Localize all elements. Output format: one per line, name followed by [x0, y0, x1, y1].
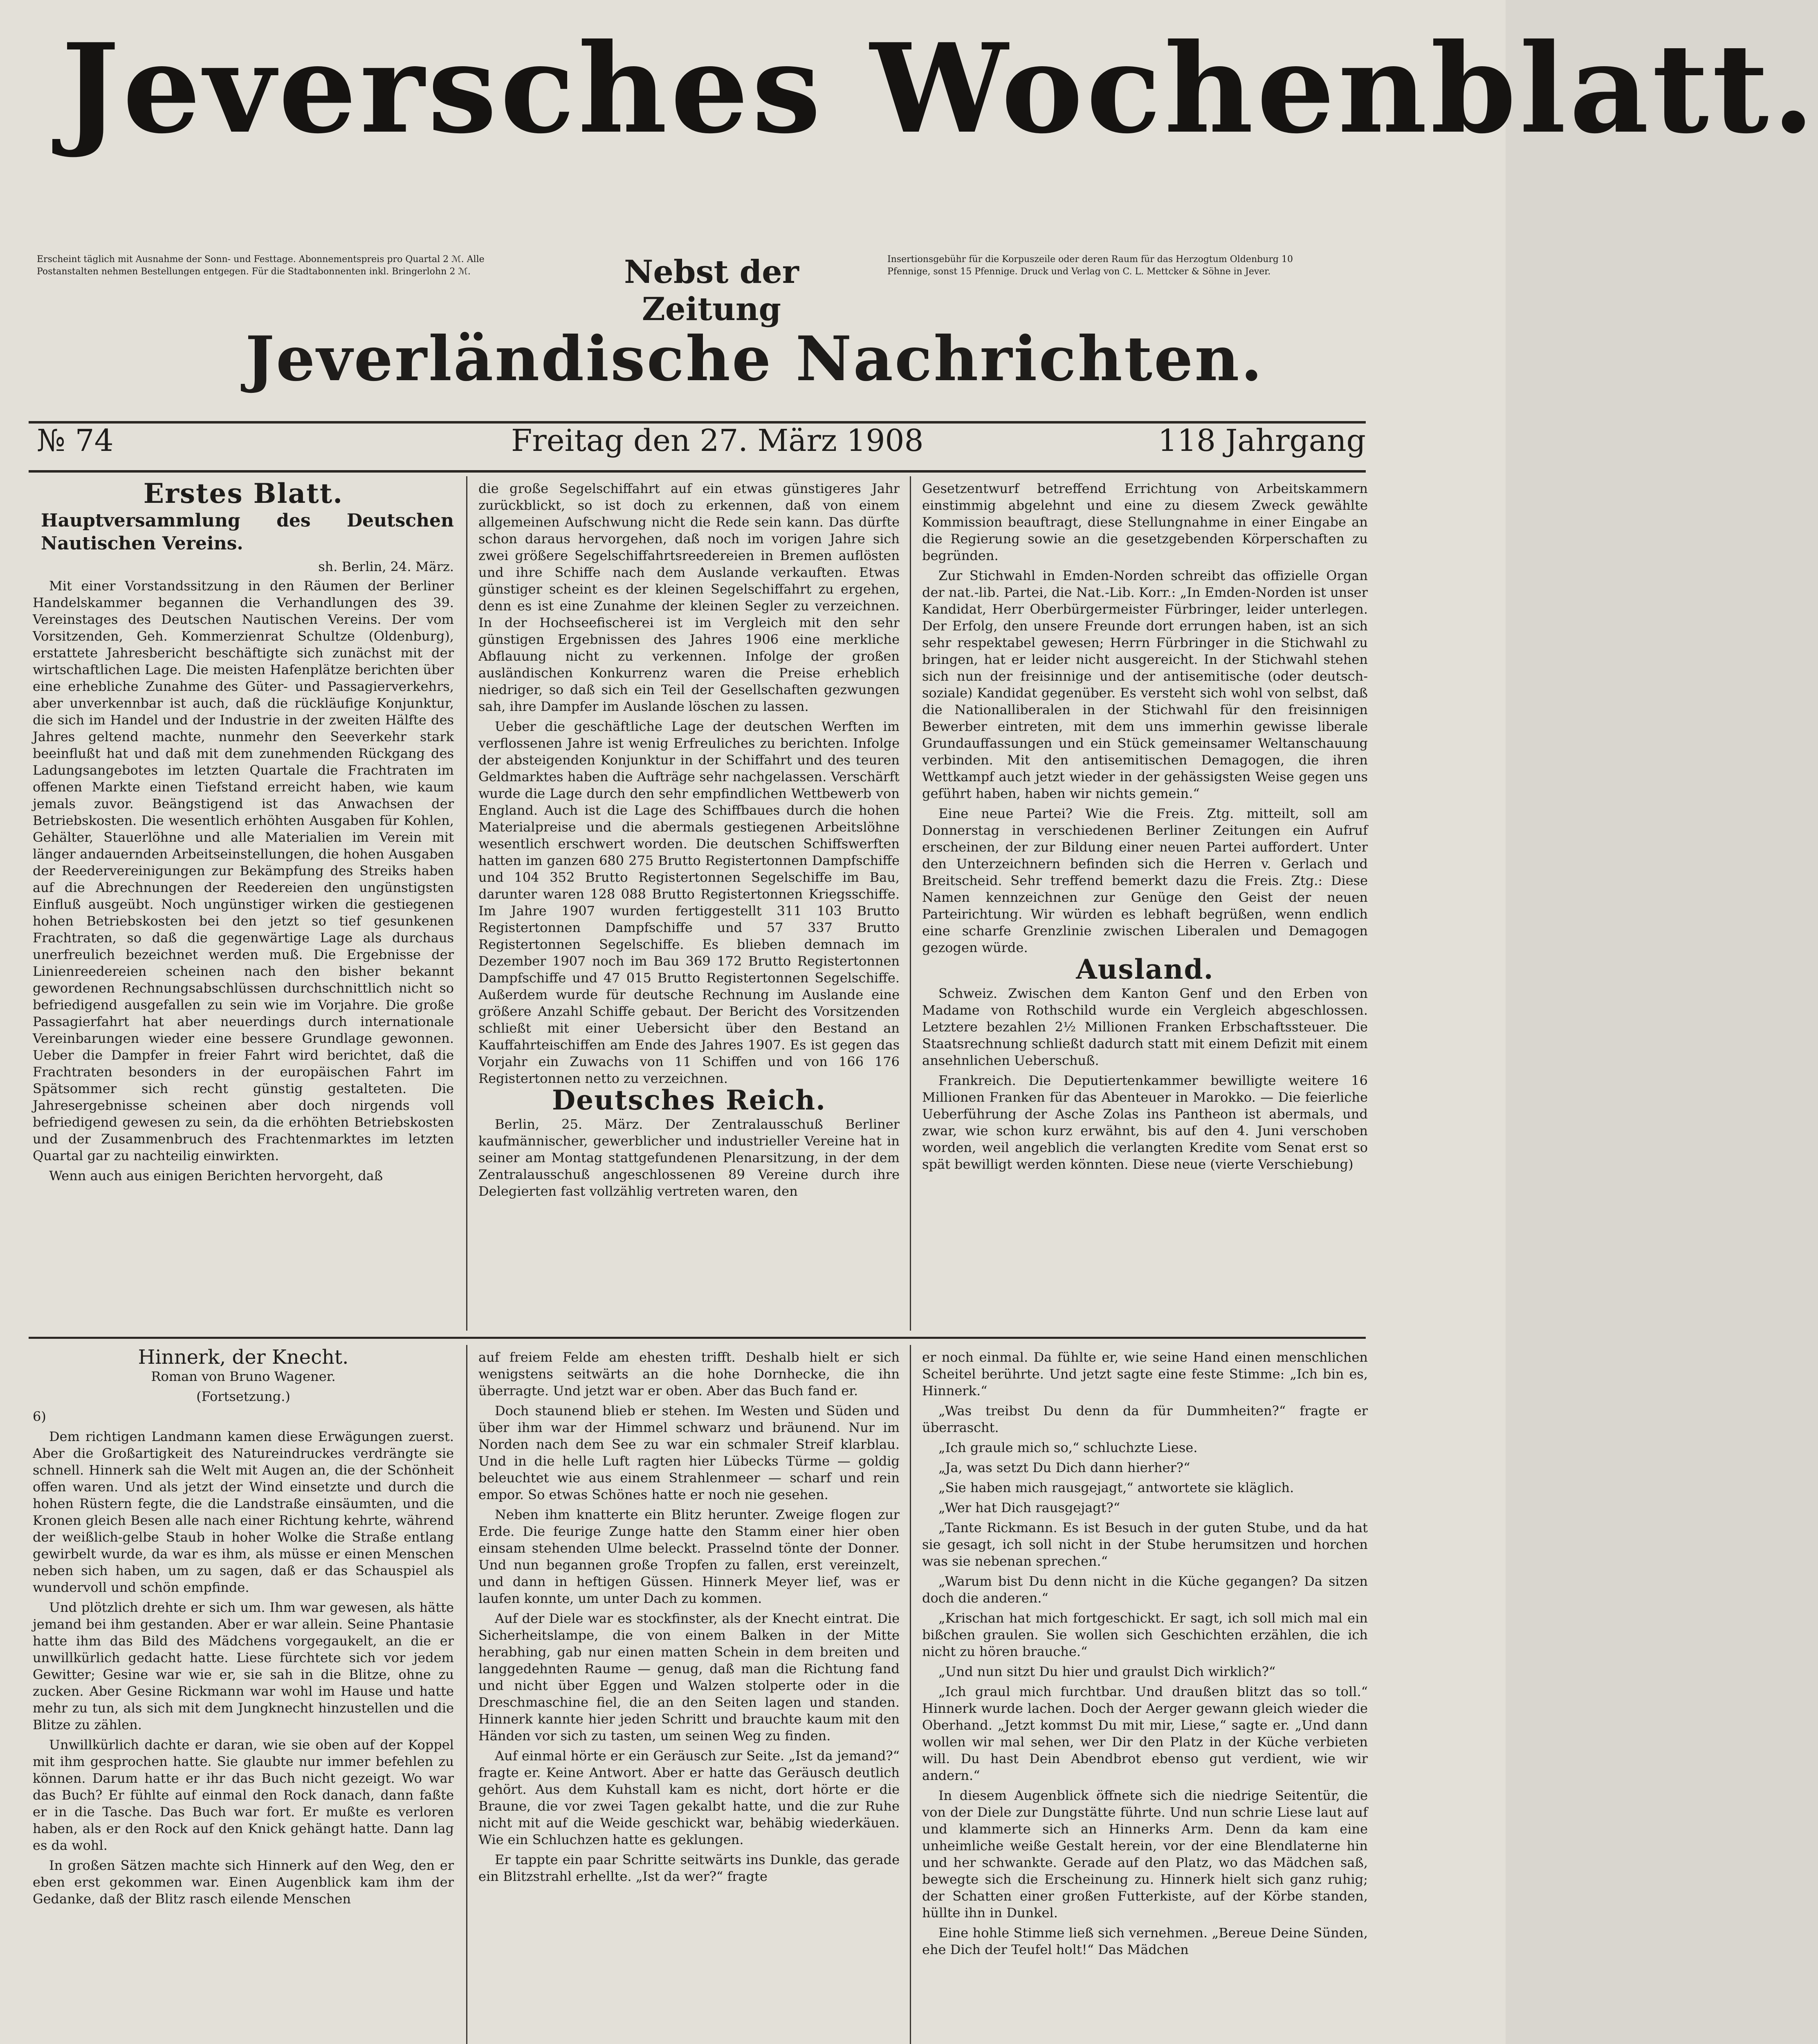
section-erstes-blatt: Erstes Blatt. — [143, 477, 343, 509]
novel-column-2 — [478, 1349, 900, 1888]
column-divider — [466, 1345, 467, 2044]
article-dateline: sh. Berlin, 24. März. — [318, 559, 454, 574]
column-1 — [33, 477, 454, 1188]
paragraph: auf freiem Felde am ehesten trifft. Deshalb hielt er sich wenigstens seitwärts an die hohe Dornhecke, die ihn überragte. Und jetzt war er oben. Aber das Buch fand er. — [478, 1349, 900, 1399]
novel-column-3 — [922, 1349, 1368, 1961]
paragraph: Wenn auch aus einigen Berichten hervorgeht, daß — [49, 1168, 383, 1183]
paragraph: „Sie haben mich rausgejagt,“ antwortete sie kläglich. — [938, 1480, 1294, 1495]
column-3 — [922, 480, 1368, 1176]
installment-number: 6) — [33, 1409, 46, 1424]
paragraph: Gesetzentwurf betreffend Errichtung von Arbeitskammern einstimmig abgelehnt und eine zu diesem Zweck gewählte Kommission beauftragt, diese Stellungnahme in einer Eingabe an die Regierung sowie an die gesetzgebenden Körperschaften zu begründen. — [922, 481, 1368, 563]
header-row — [37, 253, 1460, 328]
insertion-notice: Insertionsgebühr für die Korpuszeile oder deren Raum für das Herzogtum Oldenburg 10 Pfennige, sonst 15 Pfennige. Druck und Verlag von C. L. Mettcker & Söhne in Jever. — [887, 254, 1293, 277]
paragraph: „Wer hat Dich rausgejagt?“ — [938, 1500, 1120, 1515]
issue-number: № 74 — [37, 423, 114, 458]
paragraph: Auf der Diele war es stockfinster, als der Knecht eintrat. Die Sicherheitslampe, die von einem Balken in der Mitte herabhing, gab nur einen matten Schein in dem breiten und langgedehnten Raume — genug, daß man die Richtung fand und nicht über Eggen und Walzen stolperte oder in die Dreschmaschine fiel, die an den Seiten lagen und standen. Hinnerk kannte hier jeden Schritt und brauchte kaum mit den Händen vor sich zu tasten, um seinen Weg zu finden. — [478, 1611, 900, 1744]
paragraph: Schweiz. Zwischen dem Kanton Genf und den Erben von Madame von Rothschild wurde ein Vergleich abgeschlossen. Letztere bezahlen 2½ Millionen Franken Erbschaftssteuer. Die Staatsrechnung schließt dadurch statt mit einem Defizit mit einem ansehnlichen Ueberschuß. — [922, 986, 1368, 1068]
paragraph: „Tante Rickmann. Es ist Besuch in der guten Stube, und da hat sie gesagt, ich soll nicht in der Stube herumsitzen und horchen was sie nebenan sprechen.“ — [922, 1520, 1368, 1569]
paragraph: Mit einer Vorstandssitzung in den Räumen der Berliner Handelskammer begannen die Verhandlungen des 39. Vereinstages des Deutschen Nautischen Vereins. Der vom Vorsitzenden, Geh. Kommerzienrat Schultze (Oldenburg), erstattete Jahresbericht beschäftigte sich zunächst mit der wirtschaftlichen Lage. Die meisten Hafenplätze berichten über eine erhebliche Zunahme des Güter- und Passagierverkehrs, aber unverkennbar ist auch, daß die rückläufige Konjunktur, die sich im Handel und der Industrie in der zweiten Hälfte des Jahres geltend machte, nunmehr den Seeverkehr stark beeinflußt hat und daß mit dem zunehmenden Rückgang des Ladungsangebotes im letzten Quartale die Frachtraten im offenen Markte einen Tiefstand erreicht haben, wie kaum jemals zuvor. Beängstigend ist das Anwachsen der Betriebskosten. Die wesentlich erhöhten Ausgaben für Kohlen, Gehälter, Stauerlöhne und alle Materialien im Verein mit länger andauernden Arbeitseinstellungen, die hohen Ausgaben der Reedervereinigungen zur Bekämpfung des Streiks haben auf die Abrechnungen der Reedereien den ungünstigsten Einfluß ausgeübt. Noch ungünstiger wirken die gestiegenen hohen Betriebskosten bei den jetzt so tief gesunkenen Frachtraten, so daß die gegenwärtige Lage als durchaus unerfreulich bezeichnet werden muß. Die Ergebnisse der Linienreedereien scheinen nach den bisher bekannt gewordenen Rechnungsabschlüssen durchschnittlich nicht so befriedigend ausgefallen zu sein wie im Vorjahre. Die große Passagierfahrt hat aber neuerdings durch internationale Vereinbarungen wieder eine bessere Grundlage gewonnen. Ueber die Dampfer in freier Fahrt wird berichtet, daß die Frachtraten besonders in der europäischen Fahrt im Spätsommer sich recht günstig gestalteten. Die Jahresergebnisse scheinen aber doch nirgends voll befriedigend gewesen zu sein, da die erhöhten Betriebskosten und der Zusammenbruch des Frachtenmarktes im letzten Quartal gar zu nachteilig einwirkten. — [33, 578, 454, 1163]
paragraph: Eine hohle Stimme ließ sich vernehmen. „Bereue Deine Sünden, ehe Dich der Teufel holt!“ Das Mädchen — [922, 1925, 1368, 1957]
paragraph: „Warum bist Du denn nicht in die Küche gegangen? Da sitzen doch die anderen.“ — [922, 1573, 1368, 1606]
paragraph: Und plötzlich drehte er sich um. Ihm war gewesen, als hätte jemand bei ihm gestanden. Aber er war allein. Seine Phantasie hatte ihm das Bild des Mädchens vorgegaukelt, an die er unwillkürlich gedacht hatte. Liese fürchtete sich vor jedem Gewitter; Gesine war wie er, sie sah in die Blitze, ohne zu zucken. Aber Gesine Rickmann war wohl im Hause und hatte mehr zu tun, als sich mit dem Jungknecht hinzustellen und die Blitze zu zählen. — [33, 1600, 454, 1732]
paragraph: In diesem Augenblick öffnete sich die niedrige Seitentür, die von der Diele zur Dungstätte führte. Und nun schrie Liese laut auf und klammerte sich an Hinnerks Arm. Denn da kam eine unheimliche weiße Gestalt herein, vor der eine Blendlaterne hin und her schwankte. Gerade auf den Platz, wo das Mädchen saß, bewegte sich die Erscheinung zu. Hinnerk hielt sich ganz ruhig; der Schatten einer großen Futterkiste, auf der Körbe standen, hüllte ihn in Dunkel. — [922, 1788, 1368, 1921]
header-nebst: Nebst der Zeitung — [624, 253, 799, 328]
novel-column-1 — [33, 1346, 454, 1911]
novel-author: Roman von Bruno Wagener. — [151, 1369, 336, 1384]
column-divider — [910, 1345, 911, 2044]
section-ausland: Ausland. — [1076, 953, 1214, 985]
subtitle: Jeverländische Nachrichten. — [245, 323, 1264, 395]
paragraph: „Was treibst Du denn da für Dummheiten?“ fragte er überrascht. — [922, 1403, 1368, 1435]
column-divider — [910, 476, 911, 1331]
paragraph: Doch staunend blieb er stehen. Im Westen und Süden und über ihm war der Himmel schwarz und bräunend. Nur im Norden nach dem See zu war ein schmaler Streif klarblau. Und in die helle Luft ragten hier Lübecks Türme — goldig beleuchtet wie aus einem Strahlenmeer — scharf und rein empor. So etwas Schönes hatte er noch nie gesehen. — [478, 1403, 900, 1502]
headline-hauptversammlung: Hauptversammlung des Deutschen Nautischen Vereins. — [41, 510, 454, 554]
paragraph: In großen Sätzen machte sich Hinnerk auf den Weg, den er eben erst gekommen war. Einen Augenblick kam ihm der Gedanke, daß der Blitz rasch eilende Menschen — [33, 1858, 454, 1907]
subscription-notice: Erscheint täglich mit Ausnahme der Sonn- und Festtage. Abonnementspreis pro Quartal 2 ℳ. Alle Postanstalten nehmen Bestellungen entgegen. Für die Stadtabonnenten inkl. Bringerlohn 2 ℳ. — [37, 254, 485, 277]
year-number: 118 Jahrgang — [1158, 423, 1366, 458]
paragraph: „Ich graule mich so,“ schluchzte Liese. — [938, 1440, 1198, 1455]
paragraph: Eine neue Partei? Wie die Freis. Ztg. mitteilt, soll am Donnerstag in verschiedenen Berliner Zeitungen ein Aufruf erscheinen, der zur Bildung einer neuen Partei auffordert. Unter den Unterzeichnern befinden sich die Herren v. Gerlach und Breitscheid. Sehr treffend bemerkt dazu die Freis. Ztg.: Diese Namen kennzeichnen zur Genüge den Geist der neuen Parteirichtung. Wir würden es lebhaft begrüßen, wenn endlich eine scharfe Grenzlinie zwischen Liberalen und Demagogen gezogen würde. — [922, 806, 1368, 955]
paragraph: Berlin, 25. März. Der Zentralausschuß Berliner kaufmännischer, gewerblicher und industrieller Vereine hat in seiner am Montag stattgefundenen Plenarsitzung, in der dem Zentralausschuß angeschlossenen 89 Vereine durch ihre Delegierten fast vollzählig vertreten waren, den — [478, 1116, 900, 1199]
paragraph: „Krischan hat mich fortgeschickt. Er sagt, ich soll mich mal ein bißchen graulen. Sie wollen sich Geschichten erzählen, die ich nicht zu hören brauche.“ — [922, 1610, 1368, 1659]
paragraph: Zur Stichwahl in Emden-Norden schreibt das offizielle Organ der nat.-lib. Partei, die Nat.-Lib. Korr.: „In Emden-Norden ist unser Kandidat, Herr Oberbürgermeister Fürbringer, leider unterlegen. Der Erfolg, den unsere Freunde dort errungen haben, ist an sich sehr respektabel gewesen; Herrn Fürbringer in die Stichwahl zu bringen, hat er leider nicht ausgereicht. In der Stichwahl stehen sich nun der freisinnige und der antisemitische (oder deutsch-soziale) Kandidat gegenüber. Es versteht sich wohl von selbst, daß die Nationalliberalen in der Stichwahl für den freisinnigen Bewerber eintreten, mit dem uns immerhin gewisse liberale Grundauffassungen und ein Stück gemeinsamer Weltanschauung verbinden. Mit den antisemitischen Demagogen, die ihren Wettkampf auch jetzt wieder in der gehässigsten Weise gegen uns geführt haben, haben wir nichts gemein.“ — [922, 568, 1368, 801]
section-deutsches-reich: Deutsches Reich. — [552, 1084, 826, 1116]
paragraph: er noch einmal. Da fühlte er, wie seine Hand einen menschlichen Scheitel berührte. Und jetzt sagte eine feste Stimme: „Ich bin es, Hinnerk.“ — [922, 1349, 1368, 1399]
column-divider — [466, 476, 467, 1331]
novel-continuation: (Fortsetzung.) — [196, 1389, 290, 1404]
dateline — [37, 423, 1366, 468]
paragraph: „Und nun sitzt Du hier und graulst Dich wirklich?“ — [938, 1664, 1276, 1679]
paragraph: Er tappte ein paar Schritte seitwärts ins Dunkle, das gerade ein Blitzstrahl erhellte. „Ist da wer?“ fragte — [478, 1852, 900, 1884]
paragraph: die große Segelschiffahrt auf ein etwas günstigeres Jahr zurückblickt, so ist doch zu erkennen, daß von einem allgemeinen Aufschwung nicht die Rede sein kann. Das dürfte schon daraus hervorgehen, daß noch im vorigen Jahre sich zwei größere Segelschiffahrtsreedereien in Bremen auflösten und ihre Schiffe nach dem Auslande verkauften. Etwas günstiger scheint es der kleinen Segelschiffahrt zu ergehen, denn es ist eine Zunahme der kleinen Segler zu verzeichnen. In der Hochseefischerei ist im Vergleich mit den sehr günstigen Ergebnissen des Jahres 1906 eine merkliche Abflauung nicht zu verkennen. Infolge der großen ausländischen Konkurrenz waren die Preise erheblich niedriger, so daß sich ein Teil der Gesellschaften gezwungen sah, ihre Dampfer im Auslande löschen zu lassen. — [478, 481, 900, 714]
paragraph: Auf einmal hörte er ein Geräusch zur Seite. „Ist da jemand?“ fragte er. Keine Antwort. Aber er hatte das Geräusch deutlich gehört. Aus dem Kuhstall kam es nicht, dort hörte er die Braune, die vor zwei Tagen gekalbt hatte, und die zur Ruhe nicht mit auf die Weide geschickt war, behäbig wiederkäuen. Wie ein Schluchzen hatte es geklungen. — [478, 1748, 900, 1847]
paragraph: Ueber die geschäftliche Lage der deutschen Werften im verflossenen Jahre ist wenig Erfreuliches zu berichten. Infolge der absteigenden Konjunktur in der Schiffahrt und des teuren Geldmarktes haben die Aufträge sehr nachgelassen. Verschärft wurde die Lage durch den sehr empfindlichen Wettbewerb von England. Auch ist die Lage des Schiffbaues durch die hohen Materialpreise und die abermals gestiegenen Arbeitslöhne wesentlich erschwert worden. Die deutschen Schiffswerften hatten im ganzen 680 275 Brutto Registertonnen Dampfschiffe und 104 352 Brutto Registertonnen Segelschiffe im Bau, darunter waren 128 088 Brutto Registertonnen Kriegsschiffe. Im Jahre 1907 wurden fertiggestellt 311 103 Brutto Registertonnen Dampfschiffe und 57 337 Brutto Registertonnen Segelschiffe. Es blieben demnach im Dezember 1907 noch im Bau 369 172 Brutto Registertonnen Dampfschiffe und 47 015 Brutto Registertonnen Segelschiffe. Außerdem wurde für deutsche Rechnung im Auslande eine größere Anzahl Schiffe gebaut. Der Bericht des Vorsitzenden schließt mit einer Uebersicht über den Bestand an Kauffahrteischiffen am Ende des Jahres 1907. Es ist gegen das Vorjahr ein Zuwachs von 11 Schiffen und von 166 176 Registertonnen netto zu verzeichnen. — [478, 719, 900, 1086]
paragraph: Frankreich. Die Deputiertenkammer bewilligte weitere 16 Millionen Franken für das Abenteuer in Marokko. — Die feierliche Ueberführung der Asche Zolas ins Pantheon ist abermals, und zwar, wie schon kurz erwähnt, bis auf den 4. Juni verschoben worden, weil angeblich die verlangten Kredite vom Senat erst so spät bewilligt werden könnten. Diese neue (vierte Verschiebung) — [922, 1073, 1368, 1172]
dateline-rule — [29, 470, 1366, 473]
paragraph: Unwillkürlich dachte er daran, wie sie oben auf der Koppel mit ihm gesprochen hatte. Sie glaubte nur immer befehlen zu können. Darum hatte er ihr das Buch nicht gezeigt. Wo war das Buch? Er fühlte auf einmal den Rock danach, dann faßte er in die Tasche. Das Buch war fort. Er mußte es verloren haben, als er den Rock auf den Knick gehängt hatte. Dann lag es da wohl. — [33, 1737, 454, 1853]
novel-title: Hinnerk, der Knecht. — [138, 1346, 349, 1369]
issue-date: Freitag den 27. März 1908 — [511, 423, 924, 458]
paragraph: „Ich graul mich furchtbar. Und draußen blitzt das so toll.“ Hinnerk wurde lachen. Doch der Aerger gewann gleich wieder die Oberhand. „Jetzt kommst Du mit mir, Liese,“ sagte er. „Und dann wollen wir mal sehen, wer Dir den Platz in der Küche verbieten will. Du hast Dein Abendbrot ebenso gut verdient, wie wir andern.“ — [922, 1684, 1368, 1783]
paragraph: „Ja, was setzt Du Dich dann hierher?“ — [938, 1460, 1190, 1475]
column-2 — [478, 480, 900, 1203]
masthead-title: Jeversches Wochenblatt. — [61, 16, 1818, 161]
feuilleton-rule — [29, 1337, 1366, 1339]
paragraph: Dem richtigen Landmann kamen diese Erwägungen zuerst. Aber die Großartigkeit des Natureindruckes verdrängte sie schnell. Hinnerk sah die Welt mit Augen an, die der Schönheit offen waren. Und als jetzt der Wind einsetzte und durch die hohen Rüstern fegte, die die Landstraße einsäumten, und die Kronen gleich Besen alle nach einer Richtung kehrte, während der weißlich-gelbe Staub in hoher Wolke die Straße entlang gewirbelt wurde, da war es ihm, als müsse er einen Menschen neben sich haben, um zu sagen, daß er das Schauspiel als wundervoll und schön empfinde. — [33, 1429, 454, 1595]
paragraph: Neben ihm knatterte ein Blitz herunter. Zweige flogen zur Erde. Die feurige Zunge hatte den Stamm einer hier oben einsam stehenden Ulme beleckt. Prasselnd tönte der Donner. Und nun begannen große Tropfen zu fallen, erst vereinzelt, und dann in heftigen Güssen. Hinnerk Meyer lief, was er laufen konnte, um unter Dach zu kommen. — [478, 1507, 900, 1606]
